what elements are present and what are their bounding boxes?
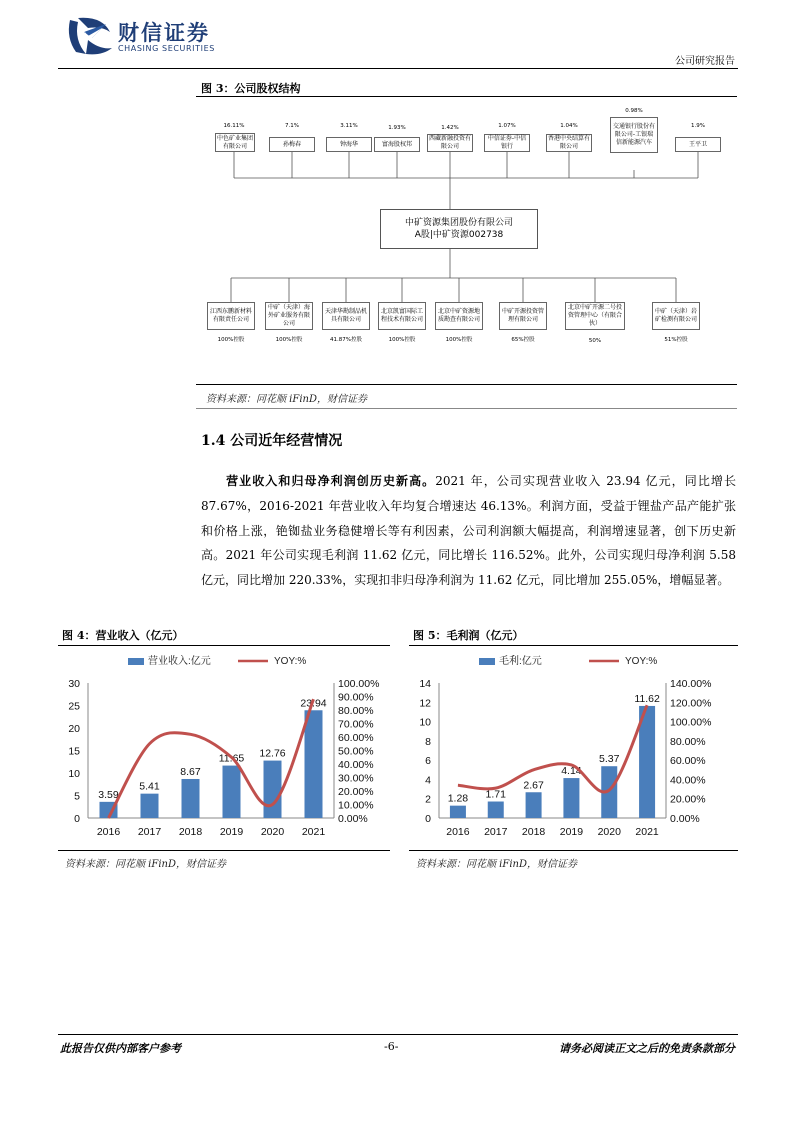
shareholder-box: 中信证券-中信银行 xyxy=(484,134,530,152)
shareholder-box: 香港中央结算有限公司 xyxy=(548,135,591,150)
bar xyxy=(488,802,504,818)
figure4-bottom-rule xyxy=(58,850,390,851)
y2-tick-label: 0.00% xyxy=(338,813,368,825)
y-tick-label: 10 xyxy=(68,768,80,780)
y2-tick-label: 0.00% xyxy=(670,813,700,825)
shareholder-pct: 1.42% xyxy=(441,125,459,131)
y-tick-label: 14 xyxy=(419,678,431,690)
yoy-line xyxy=(458,705,647,792)
figure4-title: 图 4：营业收入（亿元） xyxy=(62,629,184,642)
y2-tick-label: 40.00% xyxy=(338,759,374,771)
subsidiary-pct: 50% xyxy=(588,338,602,344)
paragraph-lead: 营业收入和归母净利润创历史新高。 xyxy=(225,474,436,488)
figure4-source: 资料来源：同花顺 iFinD，财信证券 xyxy=(65,859,226,870)
company-logo xyxy=(62,14,114,58)
shareholder-box: 交通银行股份有限公司-工银瑞信新能源汽车 xyxy=(610,117,658,153)
shareholder-box: 富海股权邦 xyxy=(374,137,420,152)
footer-left: 此报告仅供内部客户参考 xyxy=(60,1042,181,1055)
y2-tick-label: 120.00% xyxy=(670,697,712,710)
y-tick-label: 20 xyxy=(68,723,80,735)
legend-bar-label: 毛利:亿元 xyxy=(499,656,542,667)
figure5-bottom-rule xyxy=(409,850,738,851)
y-tick-label: 15 xyxy=(68,745,80,758)
logo-english-name: CHASING SECURITIES xyxy=(118,44,215,53)
gross-profit-chart xyxy=(409,650,738,850)
shareholder-pct: 1.04% xyxy=(560,123,578,129)
y-tick-label: 12 xyxy=(419,697,431,710)
x-tick-label: 2021 xyxy=(635,826,659,838)
figure5-title: 图 5：毛利润（亿元） xyxy=(413,629,524,642)
company-code: A股|中矿资源002738 xyxy=(414,230,504,240)
figure5-top-rule xyxy=(409,645,738,646)
subsidiary-pct: 100%控股 xyxy=(445,337,473,343)
figure3-source-rule xyxy=(196,408,737,409)
shareholder-box: 中色矿业集团有限公司 xyxy=(215,133,255,152)
bar-value-label: 11.62 xyxy=(634,692,660,705)
x-tick-label: 2017 xyxy=(484,826,508,838)
company-box xyxy=(380,209,538,249)
x-tick-label: 2020 xyxy=(597,826,621,838)
y2-tick-label: 90.00% xyxy=(338,691,374,704)
shareholder-pct: 1.93% xyxy=(388,125,406,131)
y2-tick-label: 100.00% xyxy=(670,716,712,729)
subsidiary-pct: 51%控股 xyxy=(664,337,688,343)
y2-tick-label: 80.00% xyxy=(338,705,374,717)
document-type: 公司研究报告 xyxy=(675,56,735,67)
bar xyxy=(141,794,159,818)
header-rule xyxy=(58,68,738,69)
bar-value-label: 3.59 xyxy=(98,788,119,801)
bar-value-label: 11.65 xyxy=(218,752,245,765)
bar xyxy=(526,792,542,818)
figure3-top-rule xyxy=(196,96,737,97)
y2-tick-label: 100.00% xyxy=(338,678,380,690)
figure5-source: 资料来源：同花顺 iFinD，财信证券 xyxy=(416,859,577,870)
y2-tick-label: 10.00% xyxy=(338,799,374,812)
legend-bar-swatch xyxy=(479,658,495,665)
y-tick-label: 30 xyxy=(68,678,80,690)
subsidiary-box: 天津华勘制品机具有限公司 xyxy=(322,302,370,330)
bar-value-label: 5.37 xyxy=(599,753,620,766)
y2-tick-label: 30.00% xyxy=(338,772,374,785)
figure3-bottom-rule xyxy=(196,384,737,385)
y-tick-label: 5 xyxy=(74,790,80,803)
shareholder-pct: 16.11% xyxy=(223,123,245,129)
bar-value-label: 12.76 xyxy=(259,747,286,760)
subsidiary-box: 中矿（天津）岩矿检测有限公司 xyxy=(652,302,700,330)
bar-value-label: 2.67 xyxy=(523,779,544,792)
x-tick-label: 2020 xyxy=(260,826,285,838)
shareholder-pct: 0.98% xyxy=(625,108,643,114)
y-tick-label: 0 xyxy=(425,813,431,825)
y2-tick-label: 70.00% xyxy=(338,718,374,731)
subsidiary-box: 中矿开源投资管理有限公司 xyxy=(499,302,547,330)
bar-value-label: 1.71 xyxy=(485,788,506,801)
y-tick-label: 10 xyxy=(419,716,431,729)
bar xyxy=(563,778,579,818)
y2-tick-label: 20.00% xyxy=(338,786,374,798)
paragraph-body: 2021 年，公司实现营业收入 23.94 亿元，同比增长 87.67%，2016-2021 年营业收入年均复合增速达 46.13%。利润方面，受益于锂盐产品产能扩张和价格上涨，铯铷盐业务稳健增长等有利因素，公司利润额大幅提高，利润增速显著，创下历史新高。2021 年公司实现毛利润 11.62 亿元，同比增长 116.52%。此外，公司实现归母净利润 5.58 亿元，同比增加 220.33%，实现扣非归母净利润为 11.62 亿元，同比增加 255.05%，增幅显著。 xyxy=(201,474,736,588)
y2-tick-label: 40.00% xyxy=(670,774,706,787)
shareholder-pct: 3.11% xyxy=(340,123,358,129)
subsidiary-pct: 41.87%控股 xyxy=(330,337,362,343)
ownership-structure-diagram xyxy=(196,98,737,384)
bar-value-label: 23.94 xyxy=(300,697,327,710)
shareholder-box: 钟海华 xyxy=(326,137,372,152)
subsidiary-box: 北京中矿资源地质勘查有限公司 xyxy=(435,302,483,330)
company-name: 中矿资源集团股份有限公司 xyxy=(404,218,513,228)
bar-value-label: 4.14 xyxy=(561,765,582,778)
section-paragraph xyxy=(201,469,736,593)
subsidiary-box: 北京凯富国际工程技术有限公司 xyxy=(378,302,426,330)
subsidiary-pct: 100%控股 xyxy=(217,337,245,343)
bar xyxy=(182,779,200,818)
x-tick-label: 2021 xyxy=(301,826,326,838)
subsidiary-pct: 100%控股 xyxy=(388,337,416,343)
logo-chinese-name: 财信证券 xyxy=(118,21,210,45)
x-tick-label: 2016 xyxy=(96,826,121,838)
x-tick-label: 2019 xyxy=(219,826,244,838)
bar-value-label: 1.28 xyxy=(447,792,469,805)
page-number: -6- xyxy=(384,1040,399,1053)
shareholder-pct: 1.07% xyxy=(498,123,516,129)
figure3-source: 资料来源：同花顺 iFinD，财信证券 xyxy=(206,394,367,405)
figure4-top-rule xyxy=(58,645,390,646)
legend-bar-label: 营业收入:亿元 xyxy=(148,656,211,667)
x-tick-label: 2019 xyxy=(559,826,584,838)
shareholder-box: 西藏新融投资有限公司 xyxy=(429,135,472,150)
bar-value-label: 5.41 xyxy=(139,780,160,793)
bar xyxy=(450,806,466,818)
footer-right: 请务必阅读正文之后的免责条款部分 xyxy=(559,1042,735,1055)
x-tick-label: 2018 xyxy=(178,826,203,838)
y-tick-label: 25 xyxy=(68,700,80,713)
y-tick-label: 0 xyxy=(74,813,80,825)
y2-tick-label: 20.00% xyxy=(670,793,706,806)
section-heading: 1.4 公司近年经营情况 xyxy=(201,433,343,449)
revenue-chart xyxy=(58,650,390,850)
shareholder-box: 王平卫 xyxy=(675,137,721,152)
x-tick-label: 2016 xyxy=(446,826,470,838)
y-tick-label: 2 xyxy=(425,793,431,806)
legend-line-label: YOY:% xyxy=(274,656,307,667)
y-tick-label: 4 xyxy=(425,774,431,787)
shareholder-pct: 1.9% xyxy=(691,123,705,129)
y2-tick-label: 140.00% xyxy=(670,678,712,690)
shareholder-box: 孙梅春 xyxy=(269,137,315,152)
bar xyxy=(305,710,323,818)
subsidiary-box: 江西东鹏新材料有限责任公司 xyxy=(207,302,255,330)
subsidiary-box: 北京中矿开源二号投资管理中心（有限合伙） xyxy=(565,302,625,330)
subsidiary-box: 中矿（天津）海外矿业服务有限公司 xyxy=(265,302,313,330)
y2-tick-label: 80.00% xyxy=(670,735,706,748)
y2-tick-label: 50.00% xyxy=(338,745,374,758)
y2-tick-label: 60.00% xyxy=(670,755,706,768)
figure3-title: 图 3：公司股权结构 xyxy=(201,82,301,95)
y2-tick-label: 60.00% xyxy=(338,732,374,744)
legend-bar-swatch xyxy=(128,658,144,665)
x-tick-label: 2018 xyxy=(521,826,546,838)
subsidiary-pct: 100%控股 xyxy=(275,337,303,343)
y-tick-label: 8 xyxy=(425,735,431,748)
x-tick-label: 2017 xyxy=(137,826,162,838)
logo-emblem-icon xyxy=(62,14,114,58)
footer-rule xyxy=(58,1034,738,1035)
bar xyxy=(223,766,241,818)
subsidiary-pct: 65%控股 xyxy=(511,337,535,343)
bar xyxy=(264,761,282,818)
bar-value-label: 8.67 xyxy=(180,765,201,778)
y-tick-label: 6 xyxy=(425,755,431,768)
legend-line-label: YOY:% xyxy=(625,656,658,667)
shareholder-pct: 7.1% xyxy=(285,123,299,129)
